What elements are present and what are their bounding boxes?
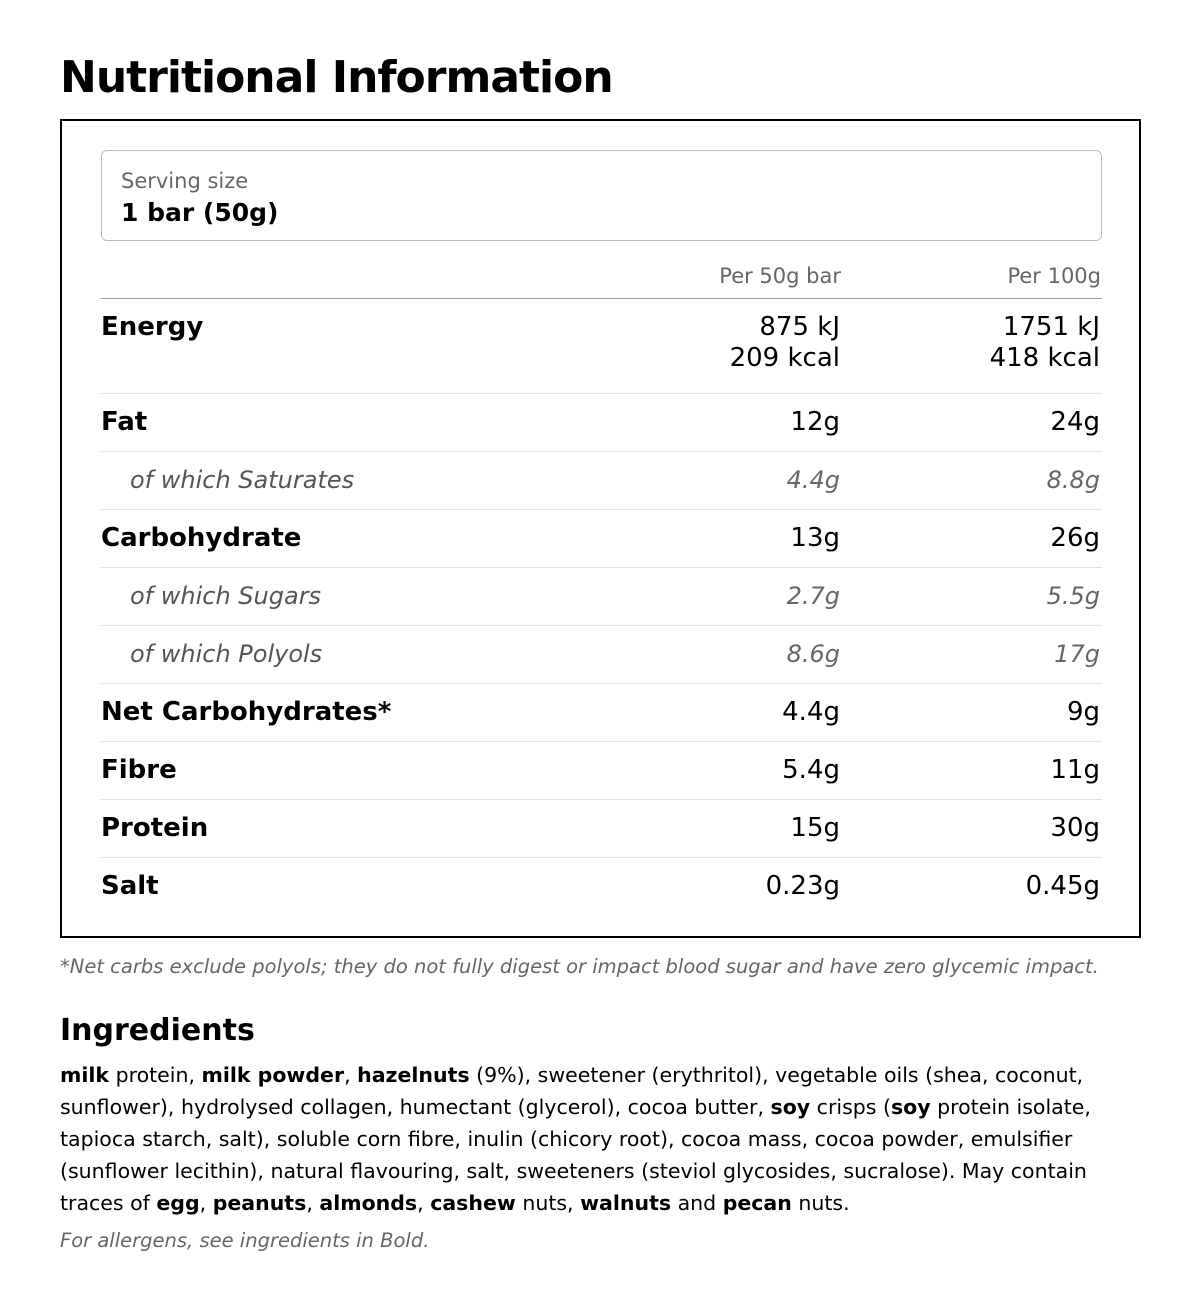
nutrient-name: Carbohydrate (101, 523, 302, 553)
allergen-ingredient: milk (60, 1063, 110, 1087)
ingredient-text: , (417, 1191, 431, 1215)
value-per-100g: 30g (1050, 813, 1100, 843)
nutrient-name: Fibre (101, 755, 177, 785)
column-header-per-bar: Per 50g bar (719, 264, 841, 288)
ingredient-text: nuts, (515, 1191, 581, 1215)
ingredient-text: , (306, 1191, 320, 1215)
value-per-bar: 8.6g (786, 640, 840, 668)
table-row-energy (101, 299, 1102, 394)
table-row (101, 742, 1102, 800)
allergen-ingredient: soy (770, 1095, 811, 1119)
energy-per-100g (990, 312, 1100, 374)
value-per-100g: 17g (1054, 640, 1100, 668)
net-carbs-footnote: *Net carbs exclude polyols; they do not fully digest or impact blood sugar and have zero glycemic impact. (60, 955, 1099, 978)
value-per-100g: 0.45g (1025, 871, 1100, 901)
value-per-bar: 4.4g (786, 466, 840, 494)
nutrient-name: of which Polyols (130, 640, 323, 668)
value-per-100g: 8.8g (1046, 466, 1100, 494)
nutrient-name: Salt (101, 871, 159, 901)
allergen-ingredient: hazelnuts (357, 1063, 470, 1087)
allergen-ingredient: cashew (430, 1191, 516, 1215)
ingredient-text: (9%), sweetener (erythritol), vegetable oils (shea, coconut, sunflower), hydrolysed collagen, humectant (glycerol), cocoa butter, (60, 1063, 1084, 1119)
value-per-bar: 15g (790, 813, 840, 843)
value-per-100g: 9g (1066, 697, 1100, 727)
energy-per-bar-kcal: 209 kcal (729, 343, 840, 374)
ingredient-text: , (344, 1063, 358, 1087)
ingredient-text: nuts. (791, 1191, 850, 1215)
serving-size-label: Serving size (121, 169, 249, 193)
value-per-bar: 13g (790, 523, 840, 553)
ingredients-title: Ingredients (60, 1013, 255, 1048)
energy-per-100g-kcal: 418 kcal (989, 343, 1100, 374)
table-row (101, 452, 1102, 510)
ingredients-text (60, 1059, 1145, 1219)
allergen-note: For allergens, see ingredients in Bold. (60, 1229, 430, 1252)
value-per-100g: 11g (1050, 755, 1100, 785)
table-row (101, 800, 1102, 858)
energy-per-100g-kj: 1751 kJ (1002, 312, 1100, 342)
table-row (101, 626, 1102, 684)
value-per-bar: 0.23g (765, 871, 840, 901)
value-per-100g: 24g (1050, 407, 1100, 437)
value-per-bar: 2.7g (786, 582, 840, 610)
allergen-ingredient: egg (156, 1191, 200, 1215)
energy-per-bar-kj: 875 kJ (759, 312, 840, 342)
value-per-100g: 26g (1050, 523, 1100, 553)
nutrient-name: Net Carbohydrates* (101, 697, 392, 727)
value-per-bar: 5.4g (782, 755, 840, 785)
table-row (101, 684, 1102, 742)
nutrient-name: Fat (101, 407, 148, 437)
table-row (101, 510, 1102, 568)
value-per-bar: 12g (790, 407, 840, 437)
column-header-per-100g: Per 100g (1007, 264, 1101, 288)
allergen-ingredient: milk powder (201, 1063, 345, 1087)
page-title: Nutritional Information (60, 52, 613, 103)
ingredient-text: protein, (109, 1063, 202, 1087)
value-per-bar: 4.4g (782, 697, 840, 727)
nutrient-name: Protein (101, 813, 209, 843)
allergen-ingredient: walnuts (580, 1191, 672, 1215)
column-headers (101, 261, 1102, 299)
table-row (101, 568, 1102, 626)
ingredient-text: protein isolate, tapioca starch, salt), soluble corn fibre, inulin (chicory root), cocoa mass, cocoa powder, emulsifier (sunflower lecithin), natural flavouring, salt, sweeteners (steviol glycosides, sucralose). May contain traces of (60, 1095, 1091, 1215)
allergen-ingredient: peanuts (212, 1191, 307, 1215)
nutrient-name: of which Saturates (130, 466, 355, 494)
value-per-100g: 5.5g (1046, 582, 1100, 610)
allergen-ingredient: pecan (722, 1191, 792, 1215)
nutrient-name: of which Sugars (130, 582, 322, 610)
serving-size-box (101, 150, 1102, 241)
energy-per-bar (730, 312, 840, 374)
ingredient-text: and (671, 1191, 723, 1215)
nutrition-table (101, 299, 1102, 916)
ingredient-text: , (199, 1191, 213, 1215)
table-row (101, 394, 1102, 452)
allergen-ingredient: soy (890, 1095, 931, 1119)
ingredient-text: crisps ( (810, 1095, 891, 1119)
serving-size-value: 1 bar (50g) (121, 198, 279, 227)
nutrition-panel (60, 119, 1141, 938)
nutrient-name: Energy (101, 312, 204, 342)
allergen-ingredient: almonds (319, 1191, 418, 1215)
table-row (101, 858, 1102, 916)
